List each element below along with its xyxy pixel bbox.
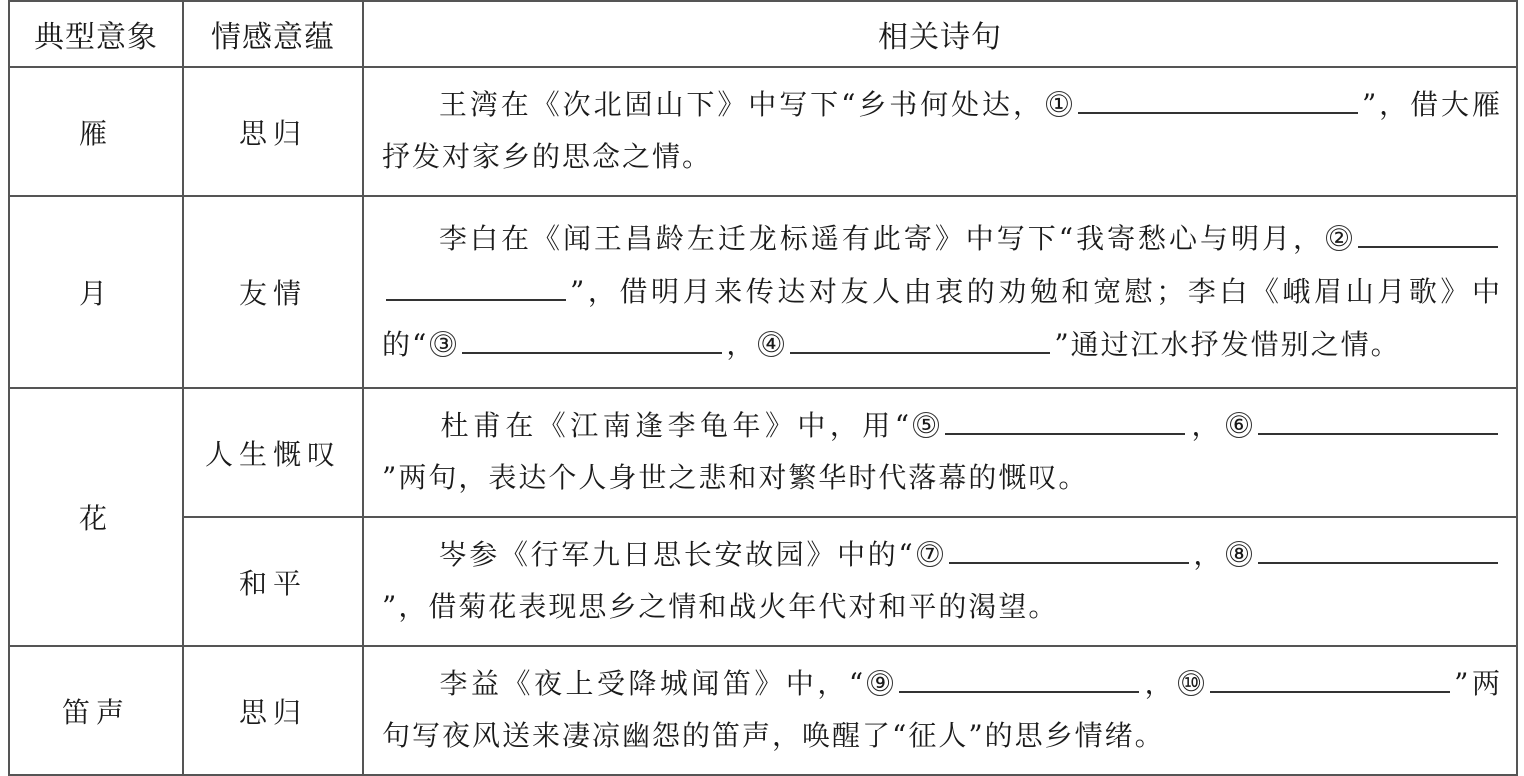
header-poems: 相关诗句 [363,1,1517,67]
answer-blank-10[interactable] [1210,657,1450,693]
answer-blank-7[interactable] [949,528,1189,564]
blank-number: ④ [758,331,784,357]
emotion-cell: 和平 [183,517,363,646]
imagery-cell: 月 [9,196,183,388]
poetry-imagery-table [8,0,1518,776]
poem-text: 岑参《行军九日思长安故园》中的“ [438,538,915,571]
poem-content-cell [363,646,1517,775]
table-row-hua-life [9,388,1517,517]
answer-blank-8[interactable] [1258,528,1498,564]
emotion-cell: 友情 [183,196,363,388]
table-row-di [9,646,1517,775]
emotion-cell: 思归 [183,67,363,196]
poem-text: 王湾在《次北固山下》中写下“乡书何处达， [438,88,1044,121]
blank-number: ⑧ [1226,541,1252,567]
blank-number: ⑥ [1226,412,1252,438]
blank-number: ③ [430,331,456,357]
blank-number: ② [1326,225,1352,251]
table-row-yue [9,196,1517,388]
table-row-yan [9,67,1517,196]
header-row [9,1,1517,67]
answer-blank-6[interactable] [1258,399,1498,435]
table-row-hua-peace [9,517,1517,646]
emotion-cell: 人生慨叹 [183,388,363,517]
answer-blank-2a[interactable] [1358,212,1498,248]
header-imagery: 典型意象 [9,1,183,67]
blank-number: ⑩ [1178,670,1204,696]
poem-text: ”两句写夜风送来凄凉幽怨的笛声，唤醒了“征人”的思乡情绪。 [382,667,1502,752]
poem-text: ， [726,327,757,361]
imagery-cell: 笛声 [9,646,183,775]
poem-text: 李益《夜上受降城闻笛》中，“ [438,667,866,700]
poem-content-cell [363,196,1517,388]
poem-text: ”通过江水抒发惜别之情。 [1054,327,1401,361]
header-emotion: 情感意蕴 [183,1,363,67]
poem-text: ， [1143,667,1177,700]
imagery-cell: 雁 [9,67,183,196]
answer-blank-2b[interactable] [386,265,566,301]
answer-blank-4[interactable] [790,318,1050,354]
poem-text: ， [1192,538,1224,571]
blank-number: ① [1046,91,1072,117]
poem-text: ”，借明月来传达对友人由衷的劝勉和宽慰；李白《峨眉山月歌》中的“ [382,274,1502,361]
poem-text: ， [1189,409,1224,442]
poem-text: ”，借菊花表现思乡之情和战火年代对和平的渴望。 [382,590,1059,623]
poem-text: 李白在《闻王昌龄左迁龙标遥有此寄》中写下“我寄愁心与明月， [438,221,1324,255]
poem-text: ”，借大雁抒发对家乡的思念之情。 [382,88,1502,173]
answer-blank-3[interactable] [462,318,722,354]
poem-content-cell [363,67,1517,196]
answer-blank-9[interactable] [899,657,1139,693]
answer-blank-5[interactable] [945,399,1185,435]
poetry-table-sheet [8,0,1516,752]
answer-blank-1[interactable] [1078,78,1358,114]
poem-text: 杜甫在《江南逢李龟年》中，用“ [438,409,912,442]
imagery-cell: 花 [9,388,183,646]
emotion-cell: 思归 [183,646,363,775]
blank-number: ⑤ [913,412,939,438]
poem-content-cell [363,517,1517,646]
blank-number: ⑨ [867,670,893,696]
poem-content-cell [363,388,1517,517]
blank-number: ⑦ [917,541,943,567]
poem-text: ”两句，表达个人身世之悲和对繁华时代落幕的慨叹。 [382,461,1089,494]
